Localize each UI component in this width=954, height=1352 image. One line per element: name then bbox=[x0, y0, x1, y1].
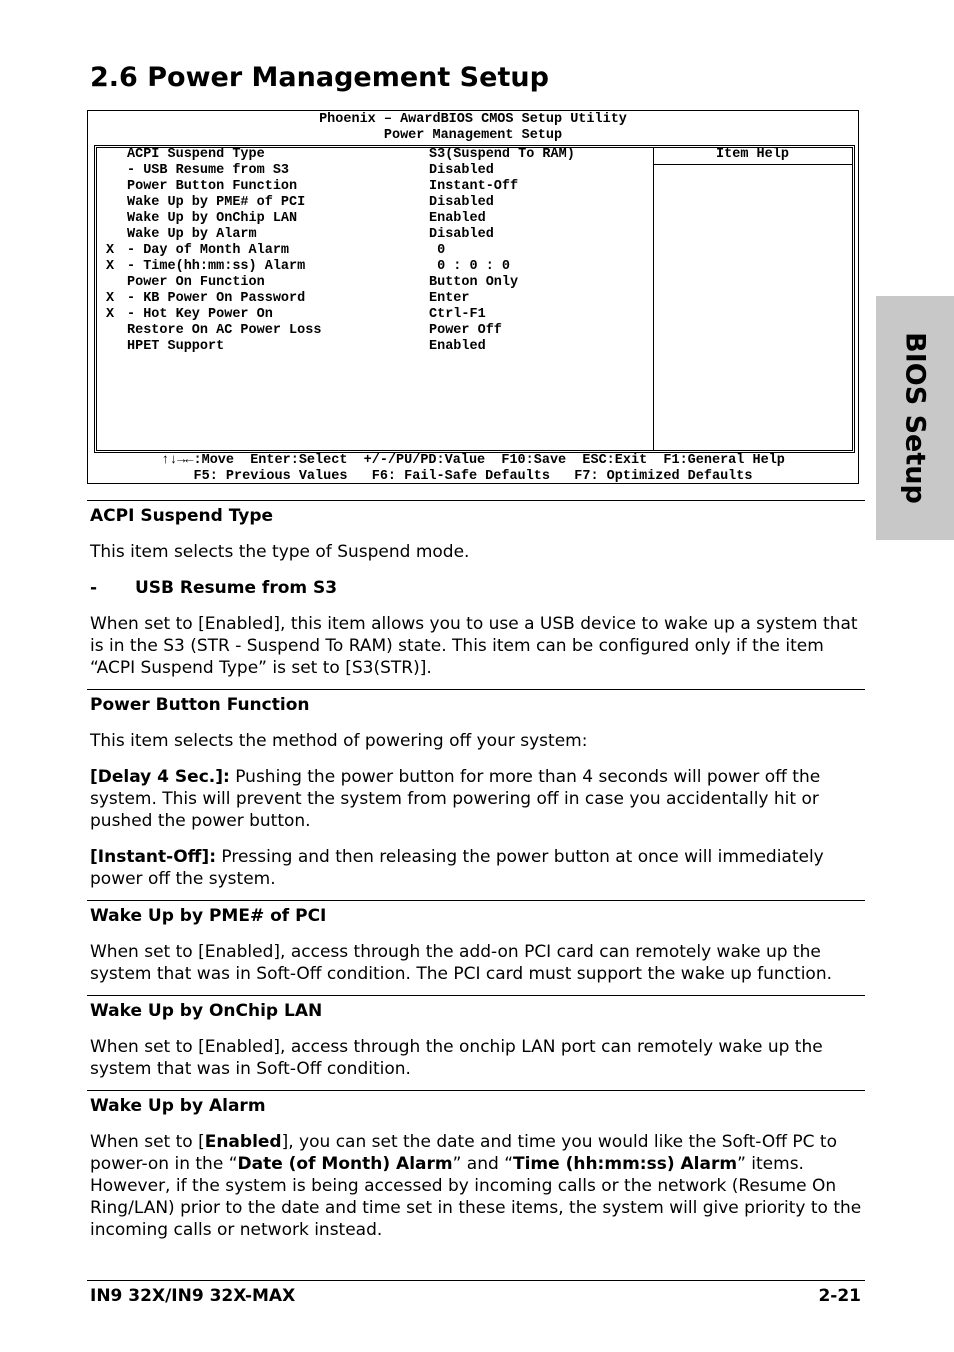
setting-name: Restore On AC Power Loss bbox=[127, 323, 322, 338]
unavailable-mark: X bbox=[106, 243, 115, 258]
section-rule bbox=[87, 995, 865, 996]
page-content bbox=[90, 500, 865, 1251]
setting-value[interactable]: Enabled bbox=[429, 339, 486, 354]
bios-key-help-line2: F5: Previous Values F6: Fail-Safe Defaults F7: Optimized Defaults bbox=[193, 469, 753, 484]
section-rule bbox=[87, 689, 865, 690]
setting-name: - USB Resume from S3 bbox=[127, 163, 290, 178]
bios-screen bbox=[87, 110, 859, 484]
text-run: When set to [ bbox=[90, 1132, 205, 1152]
setting-value[interactable]: Enabled bbox=[429, 211, 486, 226]
section-text: This item selects the type of Suspend mode. bbox=[90, 542, 470, 562]
bios-key-help-line1: ↑↓→←:Move Enter:Select +/-/PU/PD:Value F10:Save ESC:Exit F1:General Help bbox=[161, 453, 785, 468]
section-heading: Wake Up by Alarm bbox=[90, 1096, 266, 1116]
section-pme bbox=[90, 900, 865, 985]
bios-header-title: Phoenix – AwardBIOS CMOS Setup Utility bbox=[319, 112, 627, 127]
section-text: This item selects the method of powering off your system: bbox=[90, 731, 588, 751]
setting-name: Wake Up by OnChip LAN bbox=[127, 211, 298, 226]
footer-model: IN9 32X/IN9 32X-MAX bbox=[90, 1286, 296, 1306]
section-heading: Wake Up by PME# of PCI bbox=[90, 906, 327, 926]
item-help-title: Item Help bbox=[716, 147, 789, 162]
unavailable-mark: X bbox=[106, 307, 115, 322]
setting-name: HPET Support bbox=[127, 339, 225, 354]
item-help-rule bbox=[653, 164, 852, 165]
bios-header-subtitle: Power Management Setup bbox=[383, 128, 563, 143]
setting-name: Wake Up by Alarm bbox=[127, 227, 257, 242]
text-run: ], you can set the date and time you would like the Soft-Off PC to power-on in the “ bbox=[90, 1132, 837, 1174]
page-title: 2.6 Power Management Setup bbox=[90, 62, 549, 93]
setting-value[interactable]: Disabled bbox=[429, 227, 494, 242]
setting-name: Power On Function bbox=[127, 275, 265, 290]
setting-name: ACPI Suspend Type bbox=[127, 147, 265, 162]
setting-value[interactable]: Instant-Off bbox=[429, 179, 519, 194]
option-text: Pushing the power button for more than 4 seconds will power off the system. This will prevent the system from powering off in case you accidentally hit or pushed the power button. bbox=[90, 767, 821, 831]
setting-name: Power Button Function bbox=[127, 179, 298, 194]
section-rule bbox=[87, 1090, 865, 1091]
section-text bbox=[90, 1131, 865, 1241]
option-label: [Delay 4 Sec.]: bbox=[90, 767, 230, 787]
help-divider bbox=[653, 148, 654, 450]
section-power-button bbox=[90, 689, 865, 890]
unavailable-mark: X bbox=[106, 291, 115, 306]
setting-value[interactable]: Disabled bbox=[429, 195, 494, 210]
bold-run: Enabled bbox=[204, 1132, 282, 1152]
bold-run: Time (hh:mm:ss) Alarm bbox=[513, 1154, 738, 1174]
subsection-heading-label: USB Resume from S3 bbox=[135, 578, 338, 598]
section-heading: Wake Up by OnChip LAN bbox=[90, 1001, 323, 1021]
bios-settings-panel bbox=[94, 145, 855, 453]
option-text: Pressing and then releasing the power button at once will immediately power off the system. bbox=[90, 847, 824, 889]
setting-value[interactable]: Power Off bbox=[429, 323, 502, 338]
footer-page-number: 2-21 bbox=[818, 1286, 861, 1306]
section-text: When set to [Enabled], access through the onchip LAN port can remotely wake up the system that was in Soft-Off condition. bbox=[90, 1037, 823, 1079]
setting-value[interactable]: Ctrl-F1 bbox=[429, 307, 486, 322]
setting-value[interactable]: Disabled bbox=[429, 163, 494, 178]
side-tab bbox=[876, 296, 954, 540]
subsection-heading bbox=[90, 577, 865, 599]
section-heading: Power Button Function bbox=[90, 695, 310, 715]
section-alarm bbox=[90, 1090, 865, 1241]
section-rule bbox=[87, 500, 865, 501]
page-footer bbox=[87, 1280, 865, 1306]
subsection-text: When set to [Enabled], this item allows you to use a USB device to wake up a system that is in the S3 (STR - Suspend To RAM) state. This item can be configured only if the item “ACPI Suspend Type” is set to [S3(STR)]. bbox=[90, 614, 858, 678]
section-text: When set to [Enabled], access through the add-on PCI card can remotely wake up the system that was in Soft-Off condition. The PCI card must support the wake up function. bbox=[90, 942, 833, 984]
setting-name: - Hot Key Power On bbox=[127, 307, 273, 322]
setting-value[interactable]: 0 bbox=[429, 243, 446, 258]
setting-value[interactable]: Enter bbox=[429, 291, 470, 306]
section-rule bbox=[87, 900, 865, 901]
side-tab-label: BIOS Setup bbox=[899, 332, 931, 504]
option-delay bbox=[90, 766, 865, 832]
text-run: ” items. However, if the system is being accessed by incoming calls or the network (Resume On Ring/LAN) prior to the date and time set in these items, the system will give priority to the incoming calls or network instead. bbox=[90, 1154, 862, 1240]
option-label: [Instant-Off]: bbox=[90, 847, 216, 867]
setting-name: - Day of Month Alarm bbox=[127, 243, 290, 258]
section-lan bbox=[90, 995, 865, 1080]
setting-value[interactable]: Button Only bbox=[429, 275, 519, 290]
setting-name: - Time(hh:mm:ss) Alarm bbox=[127, 259, 306, 274]
section-acpi bbox=[90, 500, 865, 679]
section-heading: ACPI Suspend Type bbox=[90, 506, 274, 526]
text-run: ” and “ bbox=[452, 1154, 513, 1174]
bold-run: Date (of Month) Alarm bbox=[237, 1154, 453, 1174]
subsection-dash: - bbox=[90, 578, 98, 598]
setting-value[interactable]: S3(Suspend To RAM) bbox=[429, 147, 575, 162]
setting-name: - KB Power On Password bbox=[127, 291, 306, 306]
setting-value[interactable]: 0 : 0 : 0 bbox=[429, 259, 511, 274]
setting-name: Wake Up by PME# of PCI bbox=[127, 195, 306, 210]
unavailable-mark: X bbox=[106, 259, 115, 274]
option-instant bbox=[90, 846, 865, 890]
